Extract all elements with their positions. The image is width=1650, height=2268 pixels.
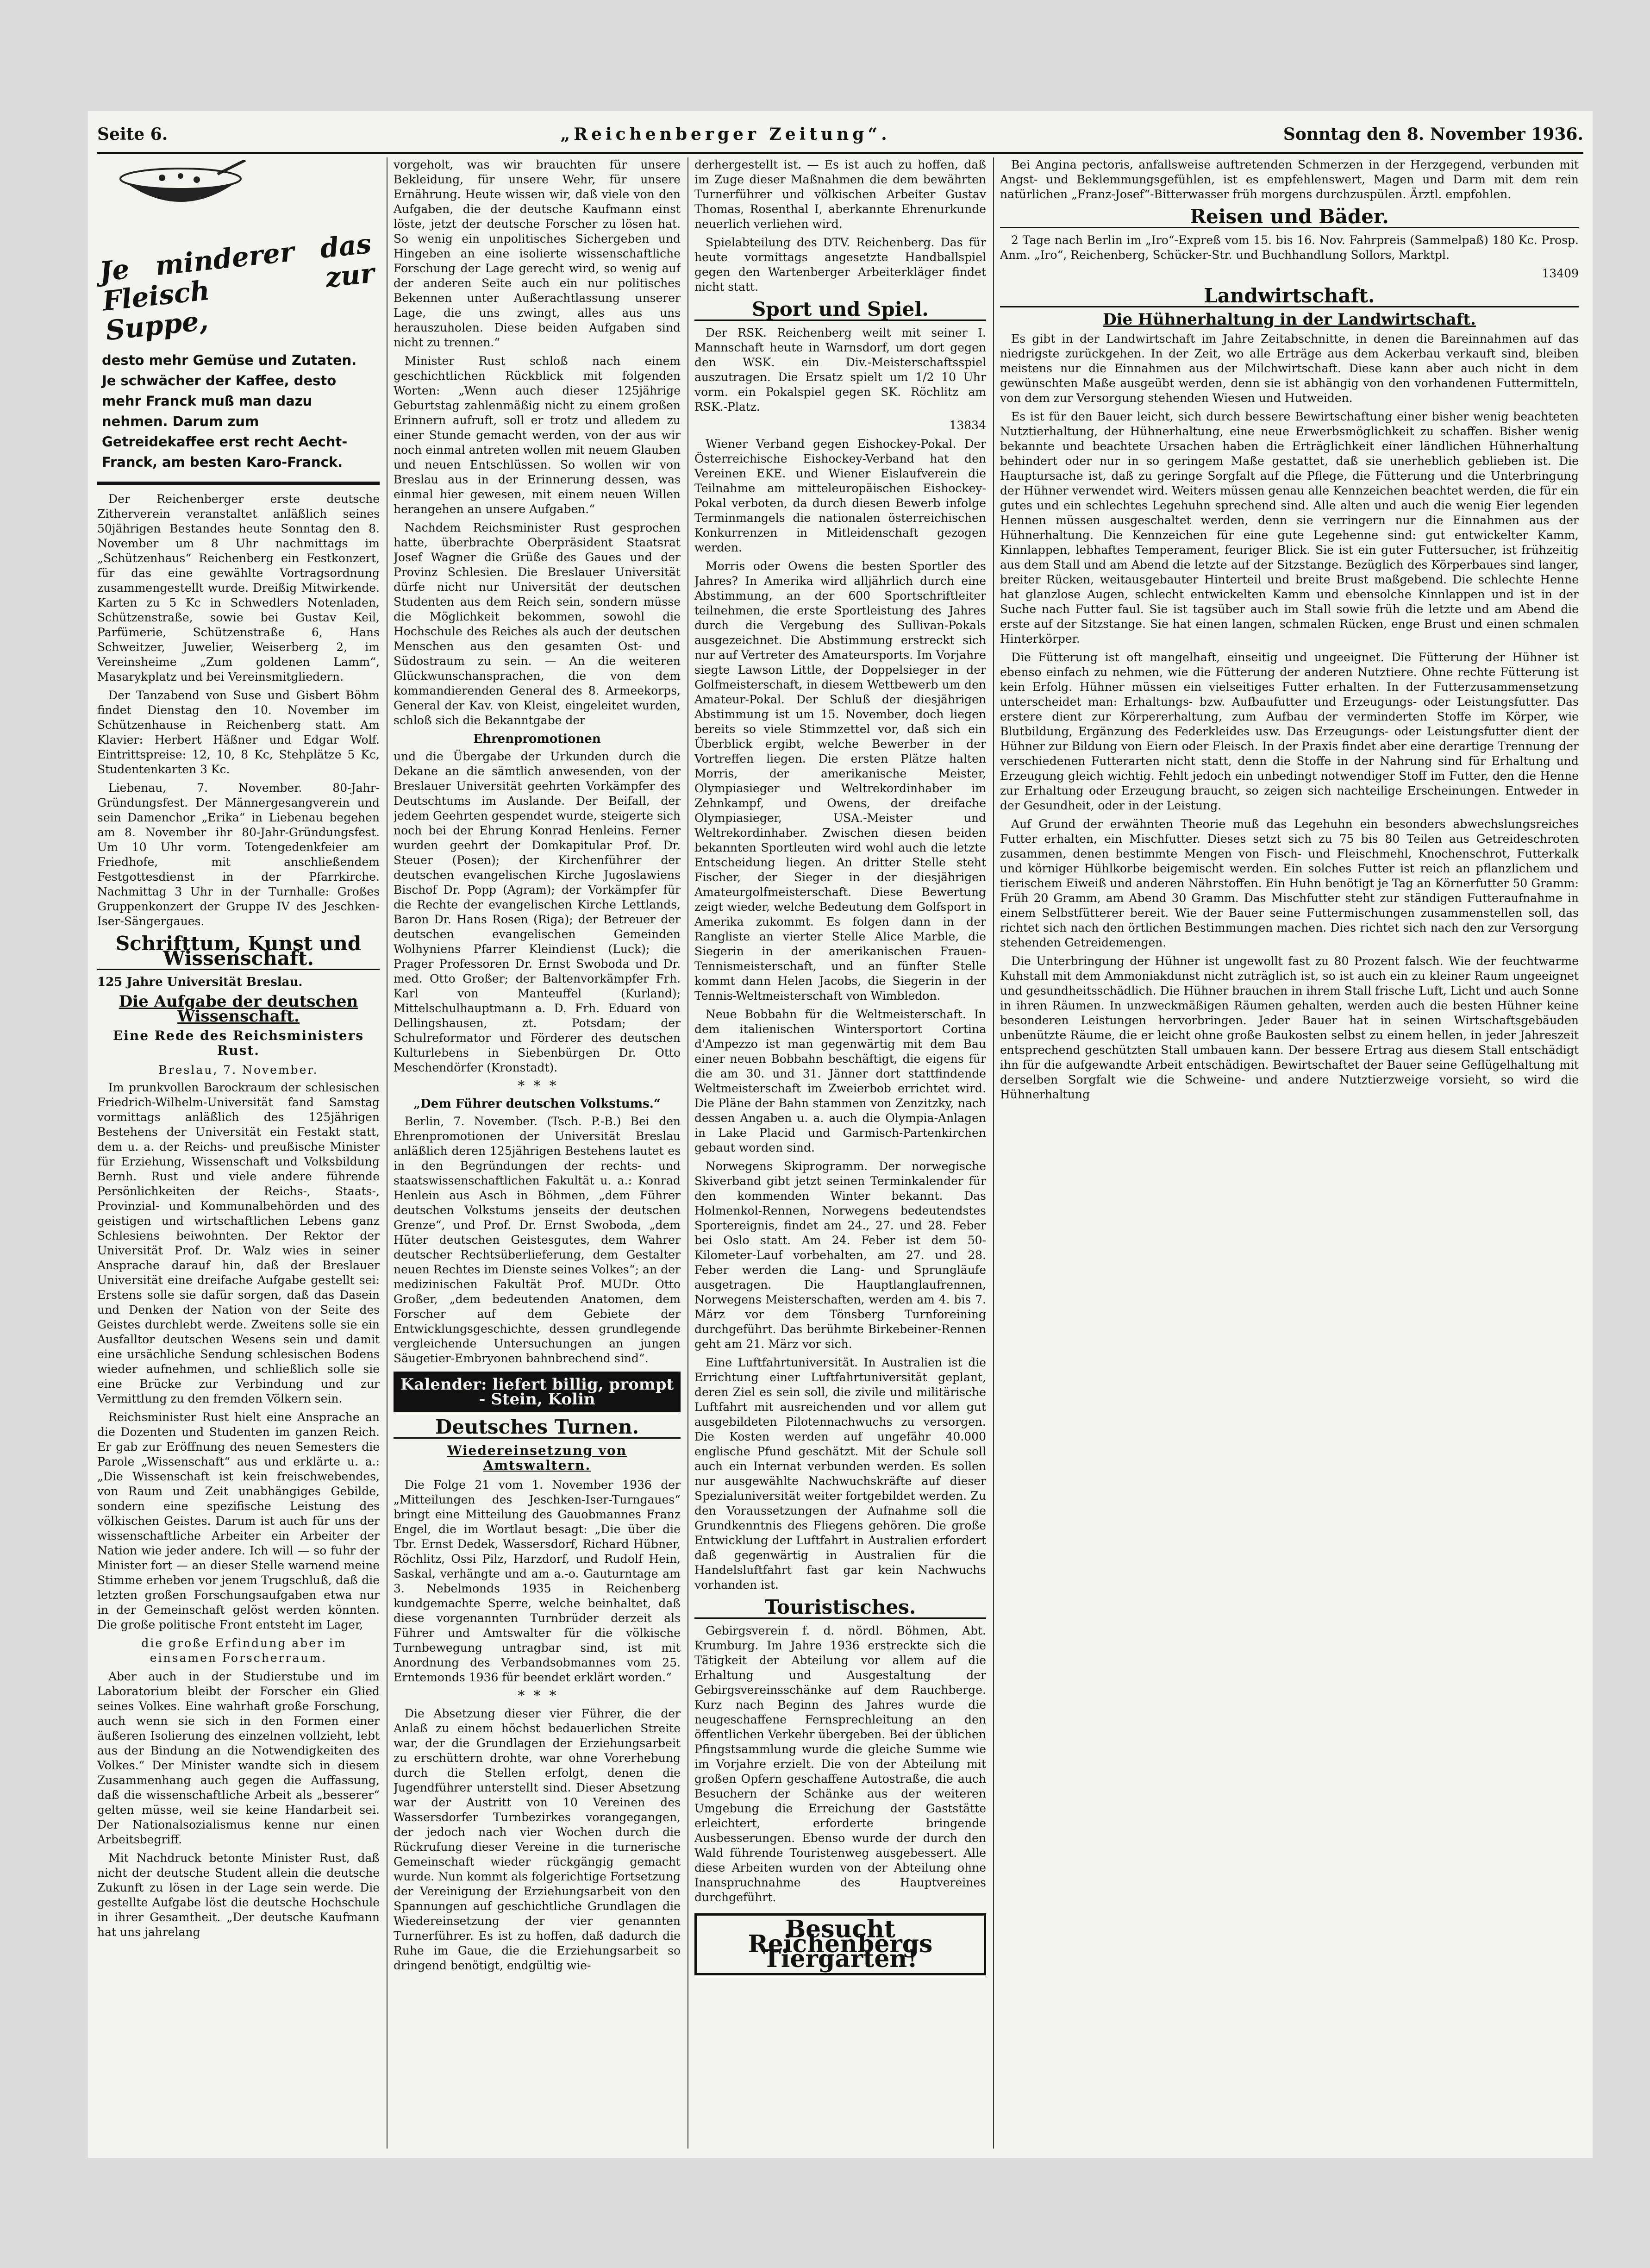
article-tanzabend: Der Tanzabend von Suse und Gisbert Böhm findet Dienstag den 10. November im Schützenhause in Reichenberg statt. Am Klavier: Herbert Häßner und Edgar Wolf. Eintrittspreise: 12, 10, 8 Kc, Stehplätze 5 Kc, Studentenkarten 3 Kc. xyxy=(97,689,380,776)
article-paragraph: Wiener Verband gegen Eishockey-Pokal. Der Österreichische Eishockey-Verband hat den Vereinen EKE. und Wiener Eislaufverein die Teilnahme am mitteleuropäischen Eishockey-Pokal verboten, da durch diesen Bewerb infolge Terminmangels die nationalen österreichischen Konkurrenzen in Mitleidenschaft gezogen werden. xyxy=(694,437,986,554)
article-paragraph: vorgeholt, was wir brauchten für unsere Bekleidung, für unsere Wehr, für unsere Ernährung. Heute wissen wir, daß viele von den Aufgaben, die der deutsche Kaufmann einst löste, jetzt der deutsche Forscher zu lösen hat. So wenig ein unpolitisches Sichergeben und Hingeben an eine isolierte wissenschaftliche Forschung der Lage gerecht wird, so wenig auf der anderen Seite auch ein nur politisches Bekennen unter Außerachtlassung unserer Lage, die uns zwingt, alles aus uns herauszuholen. Diese beiden Aufgaben sind nicht zu trennen.“ xyxy=(394,158,681,349)
newspaper-page xyxy=(88,111,1593,2158)
article-paragraph: Bei Angina pectoris, anfallsweise auftretenden Schmerzen in der Herzgegend, verbunden mit Angst- und Beklemmungsgefühlen, ist es empfehlenswert, Magen und Darm mit dem rein natürlichen „Franz-Josef“-Bitterwasser früh morgens durchzuspülen. Ärztl. empfohlen. xyxy=(1000,158,1579,201)
column-divider xyxy=(993,157,994,2149)
page-header xyxy=(97,120,1583,148)
article-paragraph: Der RSK. Reichenberg weilt mit seiner I. Mannschaft heute in Warnsdorf, um dort gegen den WSK. ein Div.-Meisterschaftsspiel auszutragen. Die Ersatz spielt um 1/2 10 Uhr vorm. ein Pokalspiel gegen SK. Röchlitz am RSK.-Platz. xyxy=(694,326,986,414)
column-2 xyxy=(394,157,681,2149)
section-title: Deutsches Turnen. xyxy=(394,1420,681,1439)
article-paragraph: Nachdem Reichsminister Rust gesprochen hatte, überbrachte Oberpräsident Staatsrat Josef Wagner die Grüße des Gaues und der Provinz Schlesien. Die Breslauer Universität dürfe nicht nur Universität der deutschen Studenten aus dem Reich sein, sondern müsse die Möglichkeit bekommen, sowohl die Hochschule des Reiches als auch der deutschen Menschen aus den gesamten Ost- und Südostraum zu sein. — An die weiteren Glückwunschansprachen, die von dem kommandierenden General des 8. Armeekorps, General der Kav. von Kleist, eingeleitet wurden, schloß sich die Bekanntgabe der xyxy=(394,521,681,727)
article-paragraph: derhergestellt ist. — Es ist auch zu hoffen, daß im Zuge dieser Maßnahmen die dem bewährten Turnerführer und völkischen Arbeiter Gustav Thomas, Rosenthal I, aberkannte Ehrenurkunde neuerlich verliehen wird. xyxy=(694,158,986,231)
header-rule xyxy=(97,152,1583,154)
divider xyxy=(97,482,380,485)
franck-advertisement xyxy=(97,157,380,475)
article-paragraph: Reichsminister Rust hielt eine Ansprache an die Dozenten und Studenten im ganzen Reich. Er gab zur Eröffnung des neuen Semesters die Parole „Wissenschaft“ aus und erklärte u. a.: „Die Wissenschaft ist kein freischwebendes, von Raum und Zeit unabhängiges Gebilde, sondern eine spezifische Leistung des völkischen Geistes. Darum ist auch für uns der wissenschaftliche Arbeiter ein Arbeiter der Nation wie jeder andere. Ich will — so fuhr der Minister fort — an dieser Stelle warnend meine Stimme erheben vor jenem Trugschluß, daß die letzten großen Forschungsaufgaben etwa nur in der Gemeinschaft gelöst werden könnten. Die große politische Front entsteht im Lager, xyxy=(97,1410,380,1631)
article-paragraph: Morris oder Owens die besten Sportler des Jahres? In Amerika wird alljährlich durch eine Abstimmung, an der 600 Sportschriftleiter teilnehmen, die erste Sportleistung des Jahres durch die Vergebung des Sullivan-Pokals ausgezeichnet. Die Abstimmung erstreckt sich nur auf Vertreter des Amateursports. Im Vorjahre siegte Lawson Little, der Doppelsieger in der Golfmeisterschaft, in diesem Wettbewerb um den Amateur-Pokal. Der Schluß der diesjährigen Abstimmung ist um 15. November, doch liegen bereits so viele Stimmzettel vor, daß sich ein Überblick ergibt, welche Bewerber in der Vortreffen liegen. Die ersten Plätze halten Morris, der amerikanische Meister, Olympiasieger und Weltrekordinhaber im Zehnkampf, und Owens, der dreifache Olympiasieger, USA.-Meister und Weltrekordinhaber. Zwischen diesen beiden bekannten Sportleuten wird wohl auch die letzte Entscheidung liegen. An dritter Stelle steht Fischer, der Sieger in der diesjährigen Amateurgolfmeisterschaft. Diese Bewertung zeigt wieder, welche Bedeutung dem Golfsport in Amerika zukommt. Es folgen dann in der Rangliste an vierter Stelle Alice Marble, die Siegerin in der amerikanischen Frauen-Tennismeisterschaft, und an fünfter Stelle kommt dann Helen Jacobs, die Siegerin in der Tennis-Weltmeisterschaft von Wimbledon. xyxy=(694,559,986,1002)
issue-date: Sonntag den 8. November 1936. xyxy=(1283,125,1583,144)
rubric: 125 Jahre Universität Breslau. xyxy=(97,975,303,989)
masthead: „Reichenberger Zeitung“. xyxy=(560,125,891,144)
article-paragraph: Spielabteilung des DTV. Reichenberg. Das für heute vormittags angesetzte Handballspiel gegen den Wartenberger Arbeiterkläger findet nicht statt. xyxy=(694,236,986,294)
section-title: Landwirtschaft. xyxy=(1000,288,1579,307)
subheadline: Eine Rede des Reichsministers Rust. xyxy=(112,1028,364,1058)
article-paragraph: Die Absetzung dieser vier Führer, die der Anlaß zu einem höchst bedauerlichen Streite war, der die Grundlagen der Erziehungsarbeit zu erschüttern drohte, war ohne Vorerhebung durch die Stellen erfolgt, denen die Jugendführer unterstellt sind. Dieser Absetzung war der Austritt von 10 Vereinen des Wassersdorfer Turnbezirkes vorangegangen, der jedoch nach vier Wochen durch die Rückrufung dieser Vereine in die turnerische Gemeinschaft wieder rückgängig gemacht wurde. Nun kommt als folgerichtige Fortsetzung der Vereinigung der Erziehungsarbeit von den Spannungen auf geschichtliche Grundlagen die Wiedereinsetzung der vier genannten Turnerführer. Es ist zu hoffen, daß dadurch die Ruhe im Gaue, die die Erziehungsarbeit so dringend benötigt, endgültig wie- xyxy=(394,1707,681,1972)
article-paragraph: Die Unterbringung der Hühner ist ungewollt fast zu 80 Prozent falsch. Wie der feuchtwarme Kuhstall mit dem Ammoniakdunst nicht zuträglich ist, so ist auch ein zu kleiner Raum ungeeignet und gesundheitsschädlich. Die Hühner brauchen in ihrem Stall frische Luft, Licht und auch Sonne in ihren Räumen. In unzweckmäßigen Räumen gehalten, werden auch die besten Hühner keine besonderen Leistungen hervorbringen. Jeder Bauer hat in seinen Wirtschaftsgebäuden unbenützte Räume, die er leicht ohne große Baukosten selbst zu einem hellen, in jeder Jahreszeit entsprechend geschützten Stall umbauen kann. Der bessere Ertrag aus diesem Stall entschädigt ihn für die aufgewandte Arbeit entschädigen. Bewirtschaftet der Bauer seine Geflügelhaltung mit derselben Sorgfalt wie die Schweine- und andere Nutztierzweige vorsieht, so wird die Hühnerhaltung xyxy=(1000,954,1579,1101)
separator-stars: * * * xyxy=(518,1078,556,1094)
article-paragraph: Gebirgsverein f. d. nördl. Böhmen, Abt. Krumburg. Im Jahre 1936 erstreckte sich die Tätigkeit der Abteilung vor allem auf die Erhaltung und Ausgestaltung der Gebirgsvereinsschänke auf dem Rauchberge. Kurz nach Beginn des Jahres wurde die neugeschaffene Fernsprechleitung an den öffentlichen Verkehr übergeben. Bei der üblichen Pfingstsammlung wurde die gleiche Summe wie im Vorjahre erzielt. Die von der Abteilung mit großen Opfern geschaffene Autostraße, die auch Besuchern der Schänke aus der weiteren Umgebung die Erreichung der Gaststätte erleichtert, erforderte bringende Ausbesserungen. Ebenso wurde der durch den Wald führende Touristenweg ausgebessert. Alle diese Arbeiten wurden von der Abteilung ohne Inanspruchnahme des Hauptvereines durchgeführt. xyxy=(694,1624,986,1904)
rubric: Ehrenpromotionen xyxy=(473,732,601,746)
tiergarten-ad-banner: Besucht Reichenbergs Tiergarten! xyxy=(694,1913,986,1975)
section-title: Sport und Spiel. xyxy=(694,302,986,321)
section-title: Schrifttum, Kunst und Wissenschaft. xyxy=(97,936,380,970)
article-paragraph: und die Übergabe der Urkunden durch die Dekane an die sämtlich anwesenden, von der Breslauer Universität geehrten Vorkämpfer des Deutschtums im Auslande. Der Beifall, der jedem Geehrten gespendet wurde, steigerte sich noch bei der Ehrung Konrad Henleins. Ferner wurden geehrt der Domkapitular Prof. Dr. Steuer (Posen); der Kirchenführer der deutschen evangelischen Kirche Jugoslawiens Bischof Dr. Popp (Agram); der Vorkämpfer für die Rechte der evangelischen Kirche Lettlands, Baron Dr. Hans Rosen (Riga); der Betreuer der deutschen evangelischen Gemeinden Wolhyniens Pfarrer Kleindienst (Luck); die Prager Professoren Dr. Ernst Swoboda und Dr. med. Otto Großer; der Baltenvorkämpfer Frh. Karl von Manteuffel (Kurland); Mittelschulhauptmann a. D. Frh. Eduard von Dellingshausen, zt. Potsdam; der Schulreformator und Förderer des deutschen Kulturlebens in Siebenbürgen Dr. Otto Meschendörfer (Kronstadt). xyxy=(394,750,681,1074)
article-paragraph: Minister Rust schloß nach einem geschichtlichen Rückblick mit folgenden Worten: „Wenn auch dieser 125jährige Geburtstag zahlenmäßig nicht zu einem großen Erinnern aufruft, soll er trotz und alledem zu einer Stunde gemacht werden, von der aus wir noch einmal antreten wollen mit neuem Glauben und neuen Entschlüssen. So wollen wir von Breslau aus in der Erinnerung dessen, was einmal hier gewesen, mit einem neuen Willen herangehen an unsere Aufgaben.“ xyxy=(394,354,681,516)
article-paragraph: Aber auch in der Studierstube und im Laboratorium bleibt der Forscher ein Glied seines Volkes. Eine wahrhaft große Forschung, auch wenn sie sich in den Formen einer äußeren Isolierung des einzelnen vollzieht, lebt aus der Bindung an die Notwendigkeiten des Volkes.“ Der Minister wandte sich in diesem Zusammenhang auch gegen die Auffassung, daß die wissenschaftliche Arbeit als „besserer“ gelten müsse, weil sie keine Handarbeit sei. Der Nationalsozialismus kenne nur einen Arbeitsbegriff. xyxy=(97,1670,380,1846)
kalender-ad-banner: Kalender: liefert billig, prompt - Stein, Kolin xyxy=(394,1372,681,1412)
rubric: „Dem Führer deutschen Volkstums.“ xyxy=(413,1097,661,1111)
section-title: Touristisches. xyxy=(694,1600,986,1619)
article-paragraph: Norwegens Skiprogramm. Der norwegische Skiverband gibt jetzt seinen Terminkalender für den kommenden Winter bekannt. Das Holmenkol-Rennen, Norwegens bedeutendstes Sportereignis, findet am 24., 27. und 28. Feber bei Oslo statt. Am 24. Feber ist dem 50-Kilometer-Lauf vorbehalten, am 27. und 28. Feber werden die Lang- und Sprungläufe ausgetragen. Die Hauptlanglaufrennen, Norwegens Meisterschaften, werden am 4. bis 7. März vor dem Tönsberg Turnforeining durchgeführt. Das berühmte Birkebeiner-Rennen geht am 21. März vor sich. xyxy=(694,1159,986,1351)
dateline: Breslau, 7. November. xyxy=(158,1063,319,1077)
ad-text: desto mehr Gemüse und Zutaten. Je schwächer der Kaffee, desto mehr Franck muß man dazu nehmen. Darum zum Getreidekaffee erst recht Aecht-Franck, am besten Karo-Franck. xyxy=(102,352,357,470)
subheadline: Wiedereinsetzung von Amtswaltern. xyxy=(447,1443,627,1473)
column-divider xyxy=(387,157,388,2149)
article-paragraph: Die Fütterung ist oft mangelhaft, einseitig und ungeeignet. Die Fütterung der Hühner ist ebenso einfach zu nehmen, wie die Fütterung der anderen Nutztiere. Ohne rechte Fütterung ist kein Erfolg. Hühner müssen ein vielseitiges Futter erhalten. In der Futterzusammensetzung unterscheidet man: Erhaltungs- bzw. Aufbaufutter und Erzeugungs- oder Leistungsfutter. Das erstere dient zur Körpererhaltung, zum Aufbau der verminderten Stoffe im Körper, wie Blutbildung, Ergänzung des Federkleides usw. Das Erzeugungs- oder Leistungsfutter dient der Hühner zur Bildung von Eiern oder Fleisch. In der Praxis findet aber eine derartige Trennung der verschiedenen Futterarten nicht statt, denn die Stoffe in der Nahrung sind für Erhaltung und Erzeugung gleich wichtig. Fehlt jedoch ein unbedingt notwendiger Stoff im Futter, den die Henne zur Erhaltung oder Erzeugung braucht, so zeigen sich nachteilige Erscheinungen. Entweder in der Gesundheit, oder in der Leistung. xyxy=(1000,651,1579,812)
column-4 xyxy=(1000,157,1579,2149)
article-paragraph: Es ist für den Bauer leicht, sich durch bessere Bewirtschaftung einer bisher wenig beachteten Nutztierhaltung, der Hühnerhaltung, eine neue Erwerbsmöglichkeit zu schaffen. Bisher wenig bekannte und beachtete Ursachen haben die Erträglichkeit einer ländlichen Hühnerhaltung behindert oder nur in so geringem Maße gestattet, daß sie unerheblich geblieben ist. Die Hauptursache ist, daß zu geringe Sorgfalt auf die Pflege, die Fütterung und die Unterbringung der Hühner verwendet wird. Weiters müssen genau alle Kennzeichen beachtet werden, die für ein gutes und ein schlechtes Legehuhn sprechend sind. Alle alten und auch die wenig Eier legenden Hennen müssen ausgeschaltet werden, denn sie verringern nur die Einnahmen aus der Hühnerhaltung. Die Kennzeichen für eine gute Legehenne sind: gut entwickelter Kamm, Kinnlappen, lebhaftes Temperament, feuriger Blick. Sie ist ein guter Futtersucher, ist frühzeitig aus dem Stall und am Abend die letzte auf der Sitzstange. Bezüglich des Körperbaues sind langer, breiter Rücken, weitausgebauter Hinterteil und breite Brust maßgebend. Die schlechte Henne hat glanzlose Augen, schlecht entwickelten Kamm und ebensolche Kinnlappen und ist in der Suche nach Futter faul. Sie ist tagsüber auch im Stall sowie früh die letzte und am Abend die erste auf der Sitzstange. Sie hat einen langen, schmalen Rücken, enge Brust und einen schmalen Hinterkörper. xyxy=(1000,410,1579,645)
article-paragraph: Eine Luftfahrtuniversität. In Australien ist die Errichtung einer Luftfahrtuniversität geplant, deren Ziel es sein soll, die zivile und militärische Luftfahrt mit ausreichenden und vor allem gut ausgebildeten Pilotennachwuchs zu versorgen. Die Kosten werden auf ungefähr 40.000 englische Pfund geschätzt. Mit der Schule soll auch ein Internat verbunden werden. Es sollen nur ausgewählte Nachwuchskräfte auf dieser Spezialuniversität weiter fortgebildet werden. Zu den Voraussetzungen der Aufnahme soll die Grundkenntnis des Fliegens gehören. Die große Entwicklung der Luftfahrt in Australien erfordert daß gegenwärtig in Australien für die Handelsluftfahrt fast gar kein Nachwuchs vorhanden ist. xyxy=(694,1356,986,1591)
article-paragraph: Es gibt in der Landwirtschaft im Jahre Zeitabschnitte, in denen die Bareinnahmen auf das niedrigste zurückgehen. In der Zeit, wo alle Erträge aus dem Ackerbau verkauft sind, bleiben meistens nur die Einnahmen aus der Milchwirtschaft. Diese kann aber auch nicht in dem gewünschten Maße ausgeübt werden, denn sie ist abhängig von den vorhandenen Futtermitteln, von dem zur Versorgung stehenden Wiesen und Hutweiden. xyxy=(1000,332,1579,405)
ad-title: Je minderer das Fleisch zur Suppe, xyxy=(98,227,376,347)
article-paragraph: 2 Tage nach Berlin im „Iro“-Expreß vom 15. bis 16. Nov. Fahrpreis (Sammelpaß) 180 Kc. Prosp. Anm. „Iro“, Reichenberg, Schücker-Str. und Buchhandlung Sollors, Marktpl. xyxy=(1000,233,1579,262)
article-liebenau: Liebenau, 7. November. 80-Jahr-Gründungsfest. Der Männergesangverein und sein Damenchor „Erika“ in Liebenau begehen am 8. November ihr 80-Jahr-Gründungsfest. Um 10 Uhr vorm. Totengedenkfeier am Friedhofe, mit anschließendem Festgottesdienst in der Pfarrkirche. Nachmittag 3 Uhr in der Turnhalle: Großes Gruppenkonzert der Gruppe IV des Jeschken-Iser-Sängergaues. xyxy=(97,781,380,928)
article-paragraph: Auf Grund der erwähnten Theorie muß das Legehuhn ein besonders abwechslungsreiches Futter erhalten, ein Mischfutter. Dieses setzt sich zu 75 bis 80 Teilen aus Getreideschroten zusammen, denen bestimmte Mengen von Fisch- und Fleischmehl, Knochenschrot, Futterkalk und körniger Hühlkorbe beigemischt werden. Ein solches Futter ist reich an pflanzlichem und tierischem Eiweiß und anderen Nährstoffen. Ein Huhn benötigt je Tag an Körnerfutter 50 Gramm: Früh 20 Gramm, am Abend 30 Gramm. Das Mischfutter steht zur ständigen Futteraufnahme in einem Selbstfütterer bereit. Wie der Bauer seine Futtermischungen zusammenstellen soll, das richtet sich nach den örtlichen Bestimmungen machen. Dies richtet sich nach den zur Versorgung stehenden Getreidemengen. xyxy=(1000,817,1579,949)
section-title: Reisen und Bäder. xyxy=(1000,209,1579,228)
article-paragraph: Im prunkvollen Barockraum der schlesischen Friedrich-Wilhelm-Universität fand Samstag vormittags anläßlich des 125jährigen Bestehens der Universität ein Festakt statt, dem u. a. der Reichs- und preußische Minister für Erziehung, Wissenschaft und Volksbildung Bernh. Rust und viele andere führende Persönlichkeiten der Reichs-, Staats-, Provinzial- und Kommunalbehörden und des geistigen und wirtschaftlichen Lebens ganz Schlesiens beiwohnten. Der Rektor der Universität Prof. Dr. Walz wies in seiner Ansprache darauf hin, daß der Breslauer Universität eine dreifache Aufgabe gestellt sei: Erstens solle sie dafür sorgen, daß das Dasein und Denken der Nation von der Seite des Geistes durchlebt werde. Zweitens solle sie ein Ausfalltor deutschen Wesens sein und damit eine ursächliche Sendung schlesischen Bodens wieder aufnehmen, und schließlich solle sie eine Brücke zur Verbindung und zur Vermittlung zu den fremden Völkern sein. xyxy=(97,1081,380,1405)
ad-number: 13409 xyxy=(1542,267,1579,280)
headline: Die Hühnerhaltung in der Landwirtschaft. xyxy=(1103,310,1476,329)
article-paragraph: Die Folge 21 vom 1. November 1936 der „Mitteilungen des Jeschken-Iser-Turngaues“ bringt eine Mitteilung des Gauobmannes Franz Engel, die im Wortlaut besagt: „Die über die Tbr. Ernst Dedek, Wassersdorf, Richard Hübner, Röchlitz, Ossi Pilz, Harzdorf, und Rudolf Hein, Saskal, verhängte und am a.-o. Gauturntage am 3. Nebelmonds 1935 in Reichenberg kundgemachte Sperre, welche beinhaltet, daß diese vorgenannten Turnbrüder derzeit als Führer und Amtswalter für die völkische Turnbewegung untragbar sind, ist mit Anordnung des Verbandsobmannes vom 25. Erntemonds 1936 für beendet erklärt worden.“ xyxy=(394,1478,681,1684)
article-paragraph: Mit Nachdruck betonte Minister Rust, daß nicht der deutsche Student allein die deutsche Zukunft zu lösen in der Lage sein werde. Die gestellte Aufgabe löst die deutsche Hochschule in ihrer Gesamtheit. „Der deutsche Kaufmann hat uns jahrelang xyxy=(97,1851,380,1939)
separator-stars: * * * xyxy=(518,1688,556,1704)
article-paragraph: Neue Bobbahn für die Weltmeisterschaft. In dem italienischen Wintersportort Cortina d'Ampezzo ist man gegenwärtig mit dem Bau einer neuen Bobbahn beschäftigt, die eigens für die am 30. und 31. Jänner dort stattfindende Weltmeisterschaft im Zweierbob errichtet wird. Die Pläne der Bahn stammen von Zenzitzky, nach dessen Angaben u. a. auch die Olympia-Anlagen in Lake Placid und Garmisch-Partenkirchen gebaut worden sind. xyxy=(694,1008,986,1154)
article-paragraph: Berlin, 7. November. (Tsch. P.-B.) Bei den Ehrenpromotionen der Universität Breslau anläßlich deren 125jährigen Bestehens lautet es in den Begründungen der rechts- und staatswissenschaftlichen Fakultät u. a.: Konrad Henlein aus Asch in Böhmen, „dem Führer deutschen Volkstums jenseits der deutschen Grenze“, und Prof. Dr. Ernst Swoboda, „dem Hüter deutschen Geistesgutes, dem Wahrer deutscher Rechtsüberlieferung, dem Gestalter neuen Rechtes im Dienste seines Volkes“; an der medizinischen Fakultät Prof. MUDr. Otto Großer, „dem bedeutenden Anatomen, dem Forscher auf dem Gebiete der Entwicklungsgeschichte, dessen grundlegende vergleichende Untersuchungen an jungen Säugetier-Embryonen bahnbrechend sind“. xyxy=(394,1115,681,1365)
page-number: Seite 6. xyxy=(97,125,168,144)
ad-number: 13834 xyxy=(949,419,986,432)
soup-bowl-illustration xyxy=(111,160,250,220)
column-1 xyxy=(97,157,380,2149)
column-3 xyxy=(694,157,986,2149)
article-paragraph: die große Erfindung aber im einsamen Forscherraum. xyxy=(141,1636,347,1665)
article-zitherverein: Der Reichenberger erste deutsche Zitherverein veranstaltet anläßlich seines 50jährigen Bestandes heute Sonntag den 8. November um 8 Uhr nachmittags im „Schützenhaus“ Reichenberg ein Festkonzert, für das eine gewählte Vortragsordnung zusammengestellt wurde. Dreißig Mitwirkende. Karten zu 5 Kc in Schwedlers Notenladen, Schützenstraße, sowie bei Gustav Keil, Parfümerie, Schützenstraße 6, Hans Schweitzer, Juwelier, Weiserberg 2, im Vereinsheime „Zum goldenen Lamm“, Masarykplatz und bei Vereinsmitgliedern. xyxy=(97,492,380,683)
headline: Die Aufgabe der deutschen Wissenschaft. xyxy=(119,992,358,1026)
